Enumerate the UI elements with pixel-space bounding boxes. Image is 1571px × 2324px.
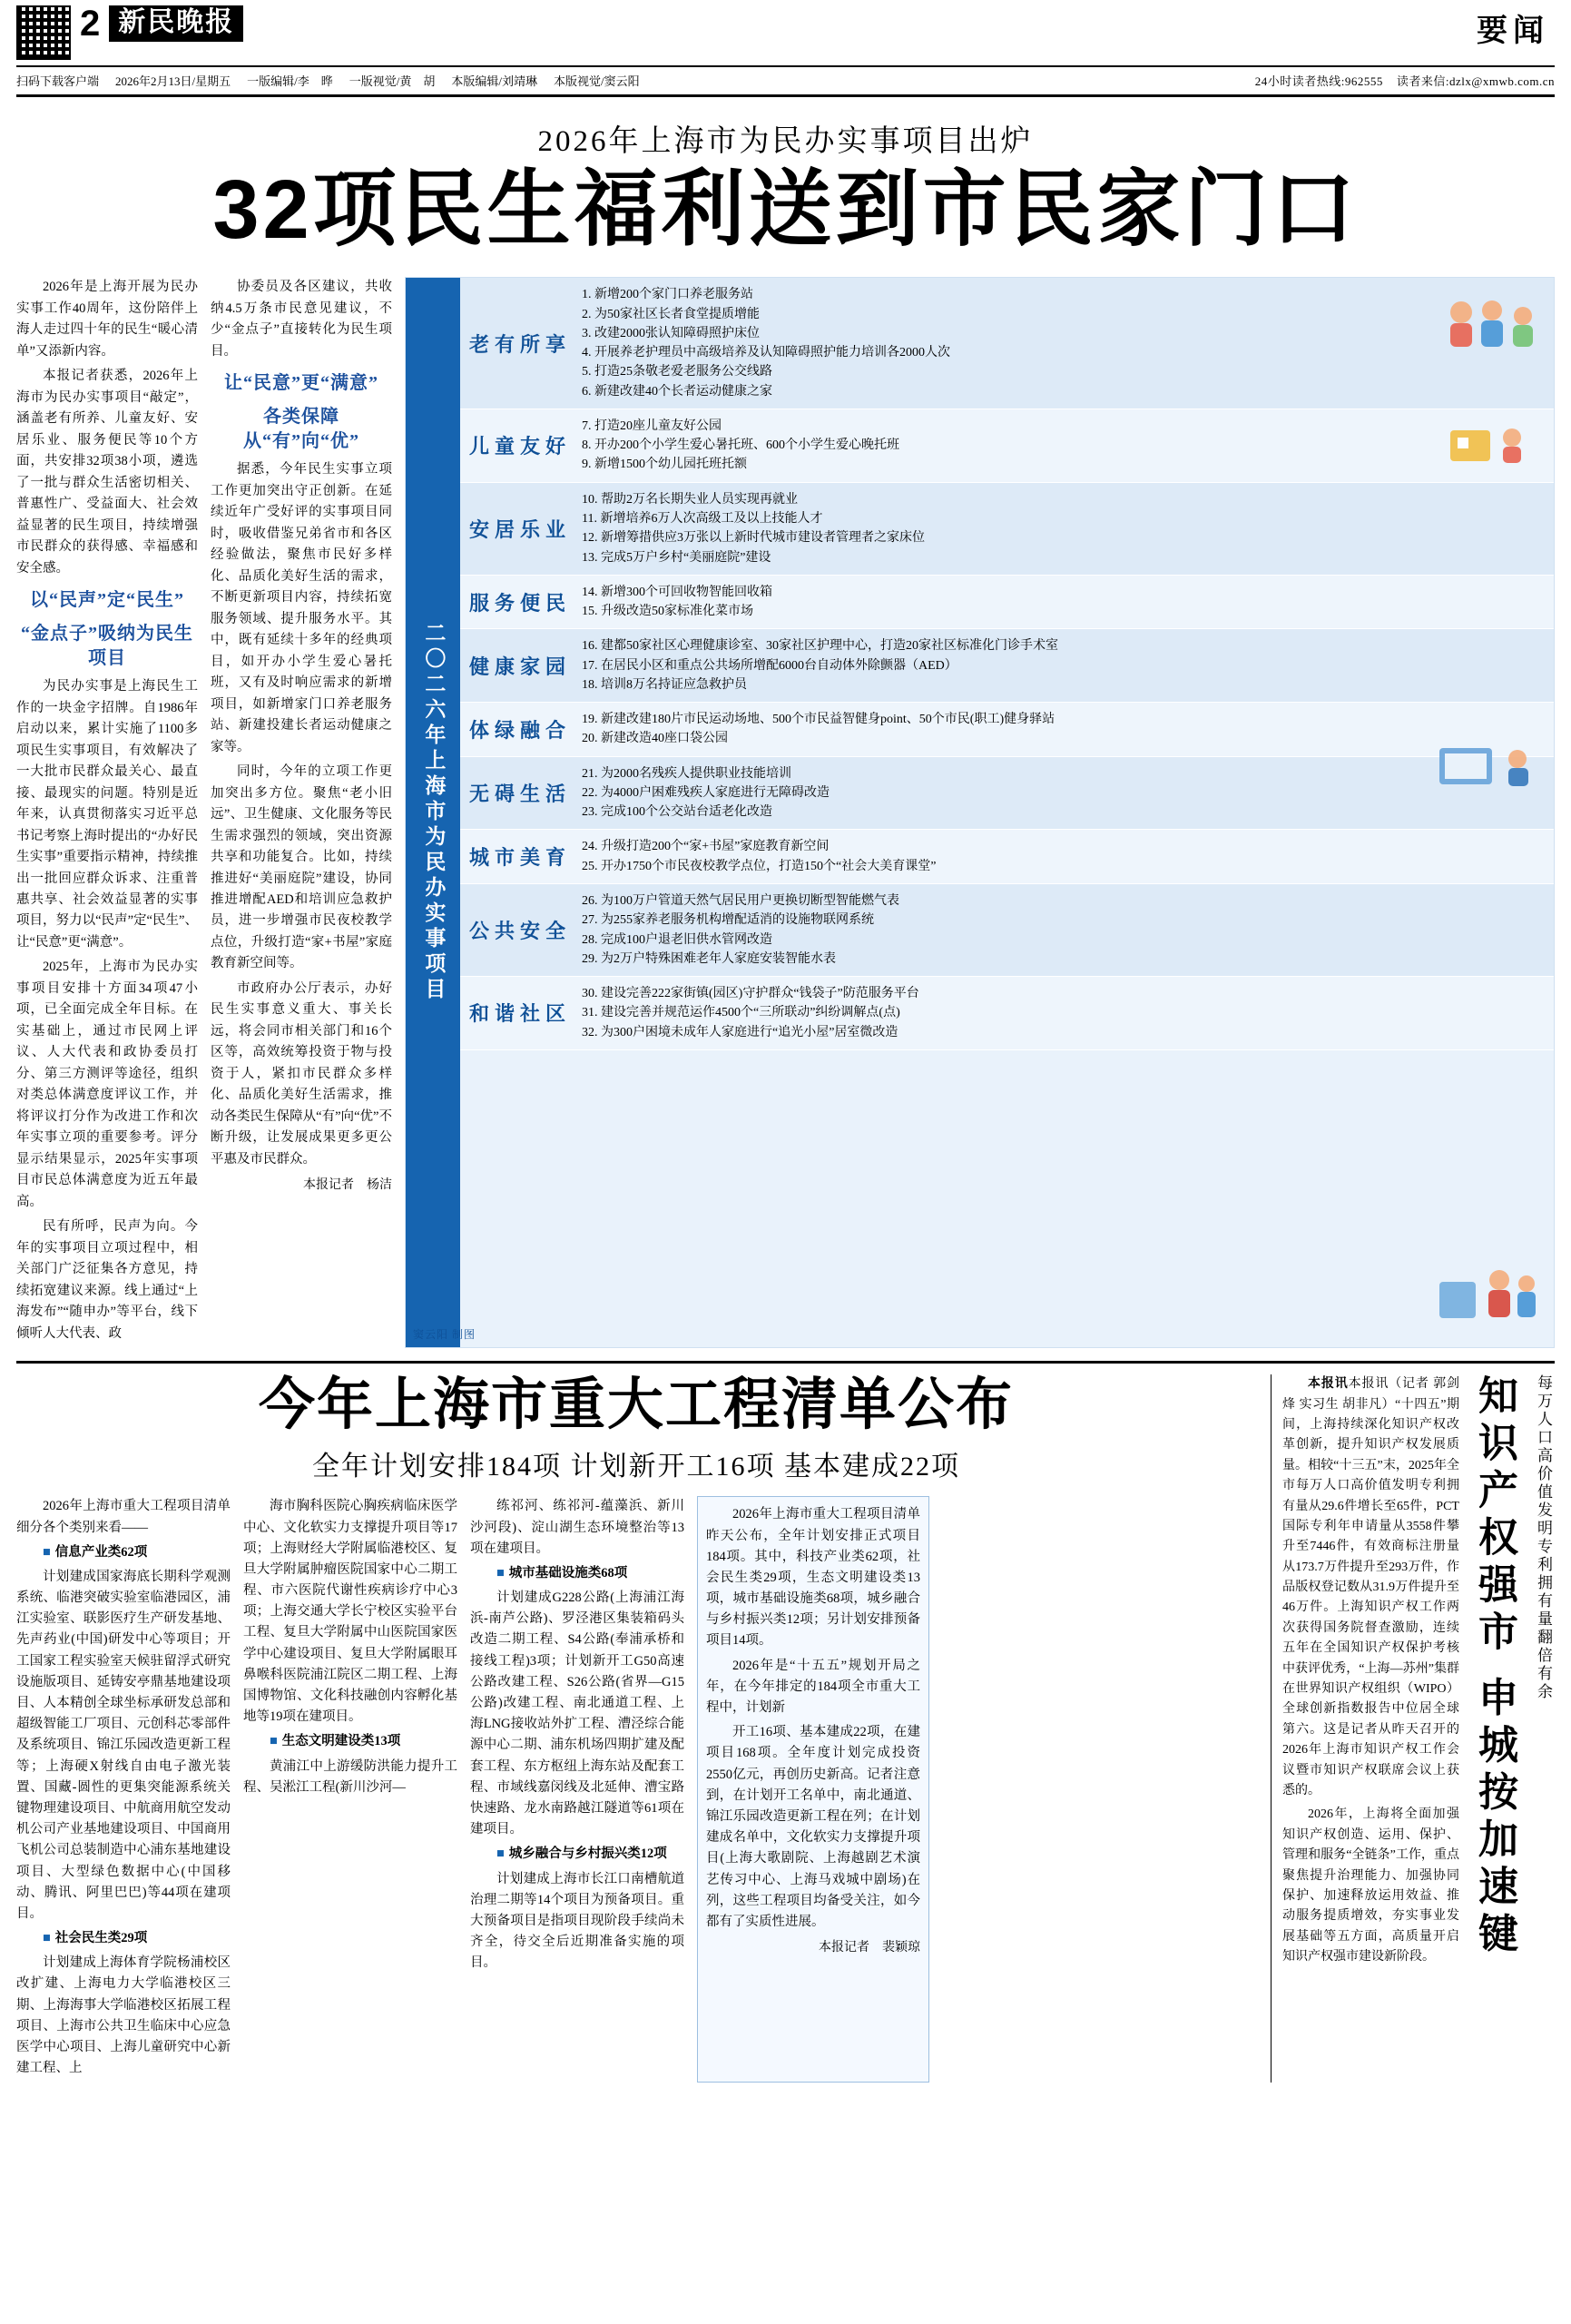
list-item: 29. 为2万户特殊困难老年人家庭安装智能水表 bbox=[582, 951, 836, 966]
infographic-category: 公共安全 bbox=[468, 920, 571, 943]
subheading: ■ 信息产业类62项 bbox=[16, 1542, 231, 1563]
paragraph: 计划建成上海体育学院杨浦校区改扩建、上海电力大学临港校区三期、上海海事大学临港校区拓展工程项目、上海市公共卫生临床中心应急医学中心项目、上海儿童研究中心新建工程、上 bbox=[16, 1955, 231, 2076]
list-item: 31. 建设完善并规范运作4500个“三所联动”纠纷调解点(点) bbox=[582, 1006, 900, 1020]
infographic-row bbox=[460, 703, 1554, 757]
infographic-vertical-title-bar bbox=[406, 278, 460, 1347]
lead-kicker: 2026年上海市为民办实事项目出炉 bbox=[537, 125, 1034, 158]
list-item: 20. 新建改造40座口袋公园 bbox=[582, 732, 728, 746]
infographic-items bbox=[580, 830, 1554, 883]
paragraph: 协委员及各区建议，共收纳4.5万条市民意见建议，不少“金点子”直接转化为民生项目。 bbox=[211, 280, 392, 359]
second-headline: 今年上海市重大工程清单公布 bbox=[258, 1374, 1014, 1437]
subheading: ■ 城市基础设施类68项 bbox=[470, 1563, 684, 1584]
infographic-row bbox=[460, 629, 1554, 703]
byline: 本报记者 杨洁 bbox=[303, 1178, 392, 1193]
paragraph: 2026年上海市重大工程项目清单细分各个类别来看—— bbox=[16, 1499, 231, 1535]
masthead-subbar bbox=[16, 67, 1555, 97]
qr-code-icon[interactable] bbox=[16, 5, 71, 60]
list-item: 26. 为100万户管道天然气居民用户更换切断型智能燃气表 bbox=[582, 894, 899, 908]
feature-headline: 知识产权强市 申城按加速键 bbox=[1472, 1374, 1517, 1960]
lead-article bbox=[16, 277, 1555, 1348]
infographic-category: 服务便民 bbox=[468, 591, 571, 615]
hotline: 24小时读者热线:962555 bbox=[1254, 74, 1383, 88]
subhead-2b: 各类保障从“有”向“优” bbox=[243, 407, 359, 452]
paragraph: 2025年，上海市为民办实事项目安排十方面34项47小项，已全面完成全年目标。在实基础上，通过市民网上评议、人大代表和政协委员打分、第三方测评等途径，组织对类总体满意度评议工作，并将评议打分作为改进工作和次年实事立项的重要参考。评分显示结果显示，2025年实事项目市民总体满意度为近五年最高。 bbox=[16, 960, 198, 1209]
second-subheadline: 全年计划安排184项 计划新开工16项 基本建成22项 bbox=[312, 1452, 960, 1482]
section-divider bbox=[16, 1361, 1555, 1364]
paragraph: 开工16项、基本建成22项，在建项目168项。全年度计划完成投资2550亿元，再创历史新高。记者注意到，在计划开工名单中，南北通道、锦江乐园改造更新工程在列；在计划建成名单中，文化软实力支撑提升项目(上海大歌剧院、上海越剧艺术演艺传习中心、上海马戏城中剧场)在列，这些工程项目均备受关注，如今都有了实质性进展。 bbox=[706, 1725, 920, 1929]
list-item: 16. 建都50家社区心理健康诊室、30家社区护理中心，打造20家社区标准化门诊手术室 bbox=[582, 639, 1058, 654]
list-item: 22. 为4000户困难残疾人家庭进行无障碍改造 bbox=[582, 785, 830, 800]
paragraph: 黄浦江中上游缓防洪能力提升工程、吴淞江工程(新川沙河— bbox=[243, 1758, 457, 1795]
subhead-2a: 让“民意”更“满意” bbox=[224, 373, 378, 394]
paragraph: 同时，今年的立项工作更加突出多方位。聚焦“老小旧远”、卫生健康、文化服务等民生需求强烈的领域，突出资源共享和功能复合。比如，持续推进好“美丽庭院”建设，协同推进增配AED和培训应急救护员，进一步增强市民夜校教学点位，升级打造“家+书屋”家庭教育新空间等。 bbox=[211, 764, 392, 971]
editor-page: 本版编辑/刘靖琳 bbox=[451, 74, 538, 88]
subheading: ■ 城乡融合与乡村振兴类12项 bbox=[470, 1844, 684, 1865]
infographic bbox=[405, 277, 1555, 1348]
visual-front: 一版视觉/黄 胡 bbox=[349, 74, 436, 88]
list-item: 1. 新增200个家门口养老服务站 bbox=[582, 288, 753, 302]
list-item: 4. 开展养老护理员中高级培养及认知障碍照护能力培训各2000人次 bbox=[582, 346, 950, 360]
list-item: 25. 开办1750个市民夜校教学点位，打造150个“社会大美育课堂” bbox=[582, 859, 937, 873]
list-item: 14. 新增300个可回收物智能回收箱 bbox=[582, 585, 772, 599]
infographic-row bbox=[460, 884, 1554, 977]
infographic-category: 体绿融合 bbox=[468, 718, 571, 742]
paragraph: 2026年，上海将全面加强知识产权创造、运用、保护、管理和服务“全链条”工作，重点聚焦提升治理能力、加强协同保护、加速释放运用效益、推动服务提质增效，夯实事业发展基础等五方面，高质量开启知识产权强市建设新阶段。 bbox=[1282, 1807, 1459, 1965]
infographic-row bbox=[460, 830, 1554, 884]
infographic-row bbox=[460, 409, 1554, 483]
list-item: 15. 升级改造50家标准化菜市场 bbox=[582, 605, 753, 619]
paragraph: 2026年上海市重大工程项目清单昨天公布，全年计划安排正式项目184项。其中，科技产业类62项，社会民生类29项，生态文明建设类13项，城市基础设施类68项，城乡融合与乡村振兴类12项；另计划安排预备项目14项。 bbox=[706, 1507, 920, 1649]
infographic-row bbox=[460, 977, 1554, 1050]
second-story-main bbox=[16, 1374, 1256, 2083]
list-item: 2. 为50家社区长者食堂提质增能 bbox=[582, 307, 760, 321]
list-item: 9. 新增1500个幼儿园托班托额 bbox=[582, 458, 747, 472]
infographic-category: 儿童友好 bbox=[468, 435, 571, 458]
infographic-items bbox=[580, 757, 1554, 830]
infographic-items bbox=[580, 977, 1554, 1049]
second-column-c bbox=[470, 1496, 684, 2083]
reader-mail: 读者来信:dzlx@xmwb.com.cn bbox=[1396, 74, 1555, 88]
masthead bbox=[16, 0, 1555, 60]
feature-kicker: 每万人口高价值发明专利拥有量翻倍有余 bbox=[1535, 1374, 1552, 1702]
paragraph: 为民办实事是上海民生工作的一块金字招牌。自1986年启动以来，累计实施了1100多项民生实事项目，有效解决了一大批市民群众最关心、最直接、最现实的问题。特别是近年来，认真贯彻落实习近平总书记考察上海时提出的“办好民生实事”重要指示精神，持续推出一批回应群众诉求、注重普惠共享、社会效益显著的实事项目，努力以“民声”定“民生”、让“民意”更“满意”。 bbox=[16, 679, 198, 950]
paragraph bbox=[1282, 1374, 1459, 1801]
paragraph: 计划建成上海市长江口南槽航道治理二期等14个项目为预备项目。重大预备项目是指项目现阶段手续尚未齐全，待交全后近期准备实施的项目。 bbox=[470, 1871, 684, 1971]
infographic-items bbox=[580, 884, 1554, 976]
list-item: 28. 完成100户退老旧供水管网改造 bbox=[582, 932, 772, 947]
infographic-category: 无碍生活 bbox=[468, 783, 571, 806]
second-column-b bbox=[243, 1496, 457, 2083]
paragraph: 计划建成G228公路(上海浦江海浜-南芦公路)、罗泾港区集装箱码头改造二期工程、S4公路(奉浦承桥和接线工程)3项；计划新开工G50高速公路改建工程、S26公路(省界—G15公路)改建工程、南北通道工程、上海LNG接收站外扩工程、漕泾综合能源中心二期、浦东机场四期扩建及配套工程、东方枢纽上海东站及配套工程、市域线嘉闵线及北延伸、漕宝路快速路、龙水南路越江隧道等61项在建项目。 bbox=[470, 1590, 684, 1837]
infographic-items bbox=[580, 483, 1554, 575]
infographic-category: 和谐社区 bbox=[468, 1002, 571, 1026]
list-item: 11. 新增培养6万人次高级工及以上技能人才 bbox=[582, 512, 823, 527]
paragraph: 2026年是上海开展为民办实事工作40周年，这份陪伴上海人走过四十年的民生“暖心清单”又添新内容。 bbox=[16, 280, 198, 359]
second-column-d bbox=[697, 1496, 929, 2083]
scan-hint: 扫码下载客户端 bbox=[16, 74, 100, 88]
list-item: 19. 新建改建180片市民运动场地、500个市民益智健身point、50个市民(职工)健身驿站 bbox=[582, 713, 1056, 727]
lead-headline-block bbox=[16, 97, 1555, 261]
second-story bbox=[16, 1374, 1555, 2083]
publish-date: 2026年2月13日/星期五 bbox=[115, 74, 231, 88]
subhead-1b: “金点子”吸纳为民生项目 bbox=[21, 624, 193, 669]
feature-lead-label: 本报讯 bbox=[1308, 1377, 1349, 1392]
list-item: 24. 升级打造200个“家+书屋”家庭教育新空间 bbox=[582, 840, 830, 854]
list-item: 3. 改建2000张认知障碍照护床位 bbox=[582, 326, 760, 340]
visual-page: 本版视觉/窦云阳 bbox=[554, 74, 640, 88]
infographic-category: 健康家园 bbox=[468, 655, 571, 678]
infographic-items bbox=[580, 703, 1554, 756]
paragraph: 海市胸科医院心胸疾病临床医学中心、文化软实力支撑提升项目等17项；上海财经大学附属临港校区、复旦大学附属肿瘤医院国家中心二期工程、市六医院代谢性疾病诊疗中心3项；上海交通大学长宁校区实验平台工程、复旦大学附属中山医院国家医学中心建设项目、复旦大学附属眼耳鼻喉科医院浦江院区二期工程、上海国博物馆、文化科技融创内容孵化基地等19项在建项目。 bbox=[243, 1499, 457, 1725]
list-item: 13. 完成5万户乡村“美丽庭院”建设 bbox=[582, 550, 771, 565]
subheading: ■ 社会民生类29项 bbox=[16, 1928, 231, 1949]
list-item: 17. 在居民小区和重点公共场所增配6000台自动体外除颤器（AED） bbox=[582, 658, 957, 673]
infographic-credit: 窦云阳 制图 bbox=[413, 1328, 476, 1342]
paragraph: 本报记者获悉，2026年上海市为民办实事项目“敲定”，涵盖老有所养、儿童友好、安居乐业、服务便民等10个方面，共安排32项38小项，遴选了一批与群众生活密切相关、普惠性广、受益面大、社会效益显著的民生项目，持续增强市民群众的获得感、幸福感和安全感。 bbox=[16, 369, 198, 576]
list-item: 32. 为300户困境未成年人家庭进行“追光小屋”居室微改造 bbox=[582, 1025, 898, 1039]
second-columns bbox=[16, 1496, 1256, 2083]
infographic-items bbox=[580, 278, 1554, 409]
list-item: 10. 帮助2万名长期失业人员实现再就业 bbox=[582, 492, 798, 507]
list-item: 23. 完成100个公交站台适老化改造 bbox=[582, 805, 772, 820]
paragraph: 民有所呼，民声为向。今年的实事项目立项过程中，相关部门广泛征集各方意见，持续拓宽建议来源。线上通过“上海发布”“随申办”等平台，线下倾听人大代表、政 bbox=[16, 1219, 198, 1341]
byline: 本报记者 裴颖琼 bbox=[819, 1941, 920, 1955]
second-column-a bbox=[16, 1496, 231, 2083]
list-item: 18. 培训8万名持证应急救护员 bbox=[582, 677, 747, 692]
paragraph: 据悉，今年民生实事立项工作更加突出守正创新。在延续近年广受好评的实事项目同时，吸收借鉴兄弟省市和各区经验做法，聚焦市民好多样化、品质化美好生活的需求，不断更新项目内容，持续拓宽服务领域、提升服务水平。其中，既有延续十多年的经典项目，如开办小学生爱心暑托班，又有及时响应需求的新增项目，如新增家门口养老服务站、新建投建长者运动健康之家等。 bbox=[211, 462, 392, 754]
paragraph: 练祁河、练祁河-蕴藻浜、新川沙河段)、淀山湖生态环境整治等13项在建项目。 bbox=[470, 1499, 684, 1556]
feature-body bbox=[1282, 1374, 1459, 2083]
paragraph: 2026年是“十五五”规划开局之年，在今年排定的184项全市重大工程中，计划新 bbox=[706, 1658, 920, 1716]
feature-article bbox=[1271, 1374, 1555, 2083]
infographic-items bbox=[580, 409, 1554, 482]
lead-column-1 bbox=[16, 277, 198, 1348]
list-item: 5. 打造25条敬老爱老服务公交线路 bbox=[582, 365, 772, 379]
section-title: 要闻 bbox=[1477, 15, 1549, 48]
list-item: 6. 新建改建40个长者运动健康之家 bbox=[582, 384, 772, 399]
paragraph: 计划建成国家海底长期科学观测系统、临港突破实验室临港园区，浦江实验室、联影医疗生产研发基地、先声药业(中国)研发中心等项目；开工国家工程实验室天候驻留浮式研究设施版项目、延铸安亭鼎基地建设项目、人本精创全球坐标承研发总部和超级智能工厂项目、元创科芯零部件及系统项目、锦江乐园改造更新工程等；上海硬X射线自由电子激光装置、国藏-圆性的更集突能源系统关键物理建设项目、中航商用航空发动机公司产业基地建设项目、中国商用飞机公司总装制造中心浦东基地建设项目、大型绿色数据中心(中国移动、腾讯、阿里巴巴)等44项在建项目。 bbox=[16, 1569, 231, 1921]
editor-front: 一版编辑/李 晔 bbox=[247, 74, 333, 88]
lead-column-2 bbox=[211, 277, 392, 1348]
list-item: 21. 为2000名残疾人提供职业技能培训 bbox=[582, 766, 791, 781]
paper-name: 新民晚报 bbox=[109, 5, 243, 42]
infographic-row bbox=[460, 278, 1554, 409]
list-item: 7. 打造20座儿童友好公园 bbox=[582, 419, 722, 433]
subhead-1a: 以“民声”定“民生” bbox=[30, 590, 184, 611]
paragraph: 市政府办公厅表示，办好民生实事意义重大、事关长远，将会同市相关部门和16个区等，高效统筹投资于物与投资于人，紧扣市民群众多样化、品质化美好生活需求，推动各类民生保障从“有”向“优”不断升级，让发展成果更多更公平惠及市民群众。 bbox=[211, 980, 392, 1167]
infographic-row bbox=[460, 576, 1554, 630]
list-item: 8. 开办200个小学生爱心暑托班、600个小学生爱心晚托班 bbox=[582, 438, 899, 453]
infographic-items bbox=[580, 629, 1554, 702]
subheading: ■ 生态文明建设类13项 bbox=[243, 1731, 457, 1752]
infographic-category: 城市美育 bbox=[468, 846, 571, 870]
infographic-rows bbox=[460, 278, 1554, 1347]
list-item: 27. 为255家养老服务机构增配适消的设施物联网系统 bbox=[582, 913, 874, 928]
infographic-category: 老有所享 bbox=[468, 332, 571, 356]
lead-headline: 32项民生福利送到市民家门口 bbox=[212, 163, 1359, 256]
list-item: 30. 建设完善222家街镇(园区)守护群众“钱袋子”防范服务平台 bbox=[582, 987, 919, 1001]
feature-paragraph-1: 本报讯（记者 郭剑烽 实习生 胡非凡）“十四五”期间，上海持续深化知识产权改革创新，提升知识产权发展质量。相较“十三五”末，2025年全市每万人口高价值发明专利拥有量从29.6件增长至65件，PCT国际专利年申请量从3558件攀升至7446件，有效商标注册量从173.7万件提升至293万件，作品版权登记数从31.9万件提升至46万件。上海知识产权工作两次获得国务院督查激励，连续五年在全国知识产权保护考核中获评优秀，“上海—苏州”集群在世界知识产权组织（WIPO）全球创新指数报告中位居全球第六。这是记者从昨天召开的2026年上海市知识产权工作会议暨市知识产权联席会议上获悉的。 bbox=[1282, 1377, 1460, 1797]
list-item: 12. 新增筹措供应3万张以上新时代城市建设者管理者之家床位 bbox=[582, 531, 925, 546]
page-number: 2 bbox=[80, 4, 101, 44]
infographic-category: 安居乐业 bbox=[468, 517, 571, 541]
infographic-vertical-title: 二〇二六年上海市为民办实事项目 bbox=[422, 622, 446, 1004]
infographic-items bbox=[580, 576, 1554, 629]
infographic-row bbox=[460, 757, 1554, 831]
infographic-row bbox=[460, 483, 1554, 576]
